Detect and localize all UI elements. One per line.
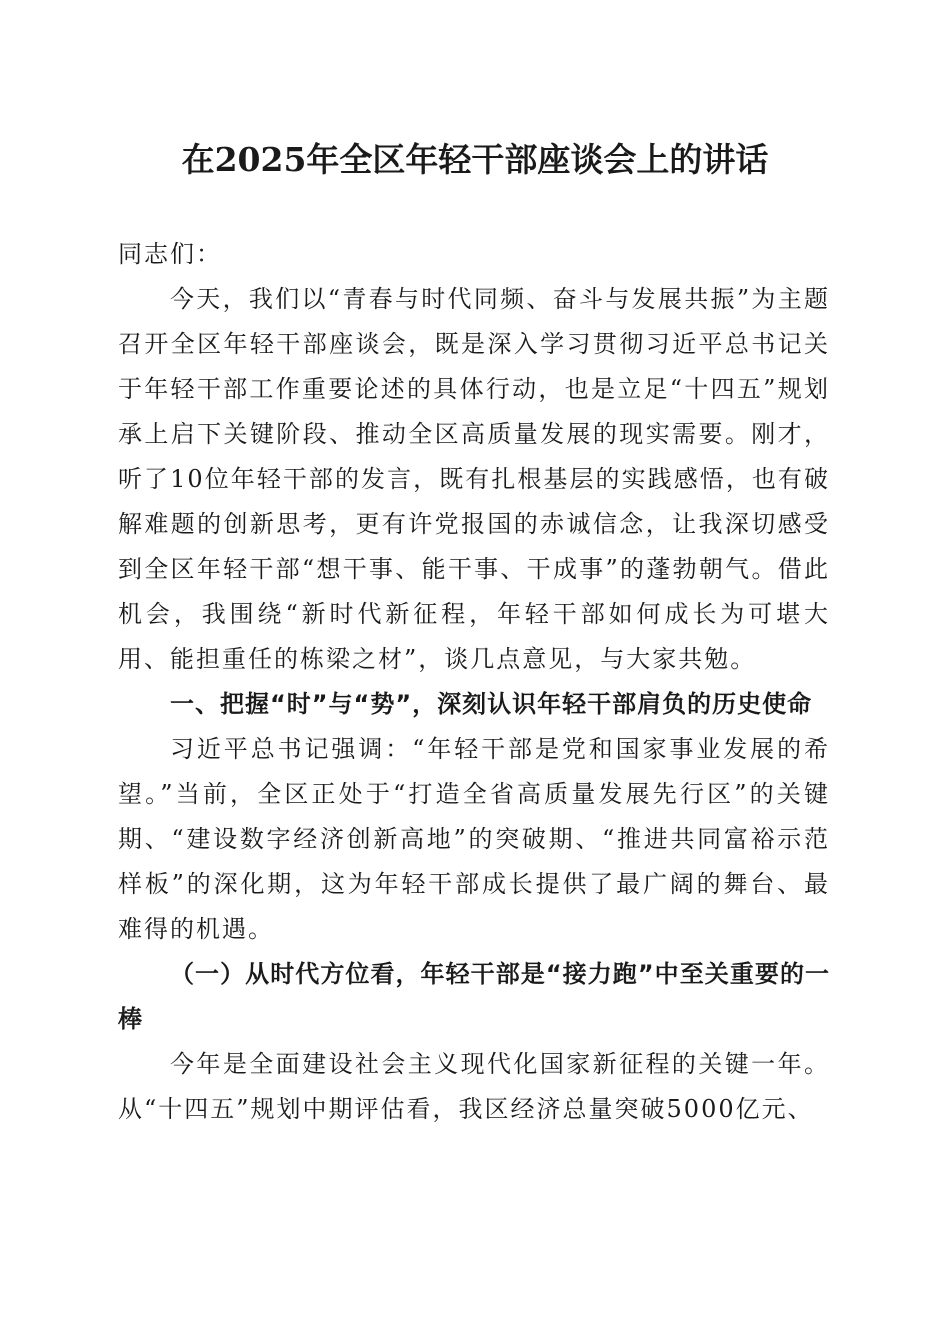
document-body — [118, 232, 830, 1132]
paragraph-intro: 今天，我们以“青春与时代同频、奋斗与发展共振”为主题召开全区年轻干部座谈会，既是深入学习贯彻习近平总书记关于年轻干部工作重要论述的具体行动，也是立足“十四五”规划承上启下关键阶段、推动全区高质量发展的现实需要。刚才，听了10位年轻干部的发言，既有扎根基层的实践感悟，也有破解难题的创新思考，更有许党报国的赤诚信念，让我深切感受到全区年轻干部“想干事、能干事、干成事”的蓬勃朝气。借此机会，我围绕“新时代新征程，年轻干部如何成长为可堪大用、能担重任的栋梁之材”，谈几点意见，与大家共勉。 — [118, 285, 830, 673]
subsection-heading-1: （一）从时代方位看，年轻干部是“接力跑”中至关重要的一棒 — [118, 960, 830, 1033]
paragraph-section-1: 习近平总书记强调：“年轻干部是党和国家事业发展的希望。”当前，全区正处于“打造全省高质量发展先行区”的关键期、“建设数字经济创新高地”的突破期、“推进共同富裕示范样板”的深化期，这为年轻干部成长提供了最广阔的舞台、最难得的机遇。 — [118, 735, 830, 943]
document-title: 在2025年全区年轻干部座谈会上的讲话 — [181, 140, 769, 179]
section-heading-1: 一、把握“时”与“势”，深刻认识年轻干部肩负的历史使命 — [170, 690, 813, 718]
paragraph-subsection-1: 今年是全面建设社会主义现代化国家新征程的关键一年。从“十四五”规划中期评估看，我区经济总量突破5000亿元、 — [118, 1050, 830, 1123]
salutation: 同志们： — [118, 240, 222, 268]
